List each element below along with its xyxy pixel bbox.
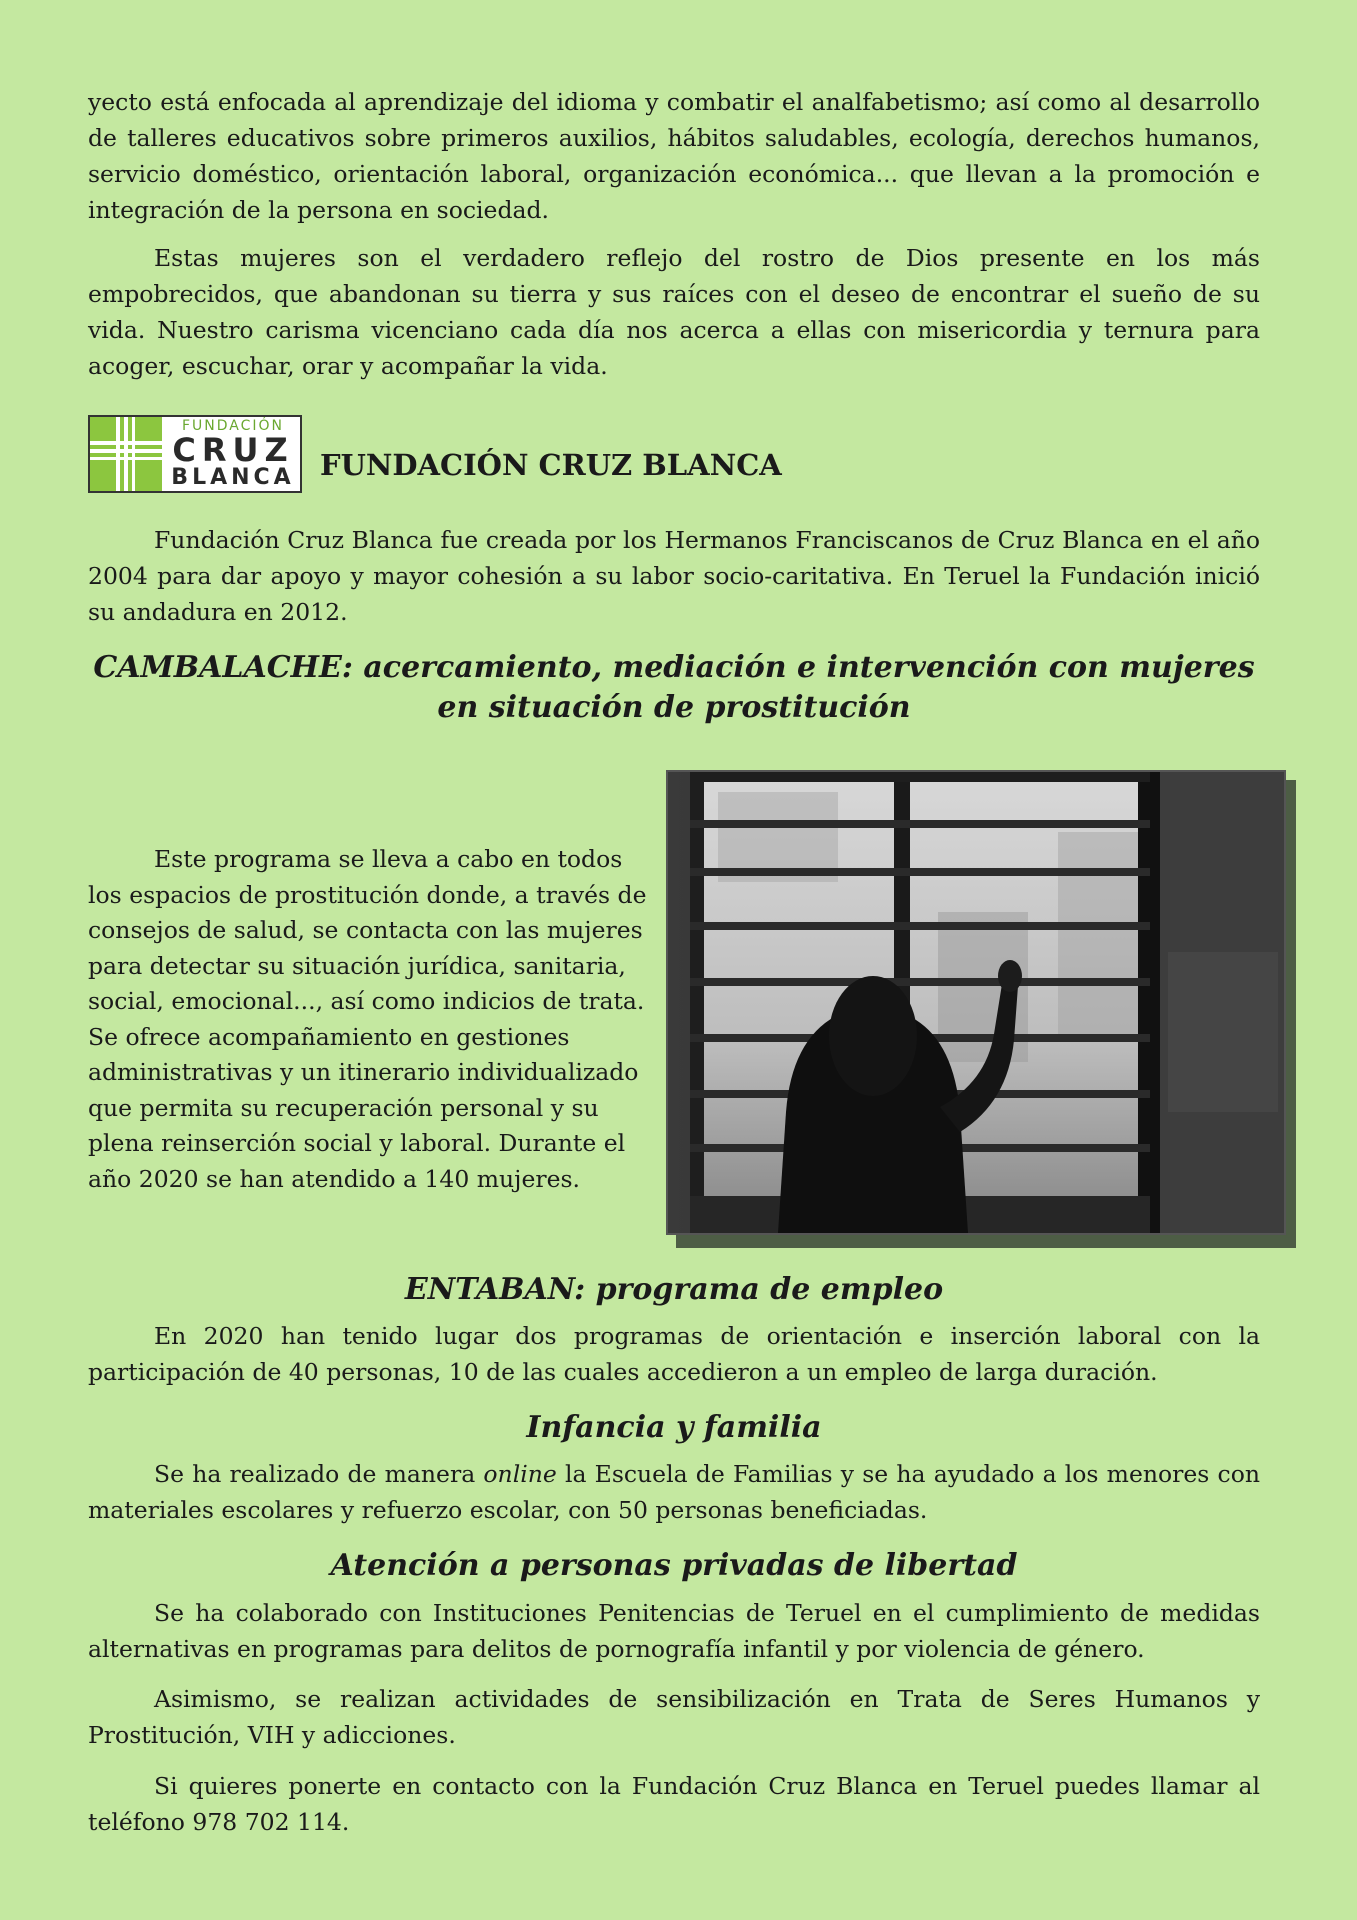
logo-wordmark bbox=[168, 417, 298, 490]
logo-cross-block bbox=[90, 417, 162, 491]
infancia-text-after: la Escuela de Familias y se ha ayudado a los menores con materiales escolares y refuerzo escolar, con 50 personas beneficiadas. bbox=[88, 1460, 1260, 1524]
foundation-title: FUNDACIÓN CRUZ BLANCA bbox=[320, 448, 782, 482]
cross-icon bbox=[90, 417, 162, 491]
atencion-text-2: Asimismo, se realizan actividades de sensibilización en Trata de Seres Humanos y Prostitución, VIH y adicciones. bbox=[88, 1685, 1260, 1749]
intro-paragraph-2: Estas mujeres son el verdadero reflejo del rostro de Dios presente en los más empobrecidos, que abandonan su tierra y sus raíces con el deseo de encontrar el sueño de su vida. Nuestro carisma vicenciano cada día nos acerca a ellas con misericordia y ternura para acoger, escuchar, orar y acompañar la vida. bbox=[88, 244, 1260, 380]
woman-at-window-image bbox=[668, 772, 1284, 1233]
intro-paragraph-1: yecto está enfocada al aprendizaje del idioma y combatir el analfabetismo; así como al desarrollo de talleres educativos sobre primeros auxilios, hábitos saludables, ecología, derechos humanos, servicio doméstico, orientación laboral, organización económica... que llevan a la promoción e integración de la persona en sociedad. bbox=[88, 88, 1260, 224]
entaban-text: En 2020 han tenido lugar dos programas de orientación e inserción laboral con la participación de 40 personas, 10 de las cuales accedieron a un empleo de larga duración. bbox=[88, 1322, 1260, 1386]
window-photo bbox=[666, 770, 1286, 1235]
logo-bottom-text: BLANCA bbox=[171, 465, 295, 490]
infancia-text-before: Se ha realizado de manera bbox=[154, 1460, 484, 1488]
cambalache-heading bbox=[88, 648, 1260, 728]
cambalache-heading-line2: en situación de prostitución bbox=[437, 690, 911, 725]
atencion-text-1: Se ha colaborado con Instituciones Penitencias de Teruel en el cumplimiento de medidas alternativas en programas para delitos de pornografía infantil y por violencia de género. bbox=[88, 1599, 1260, 1663]
infancia-text-em: online bbox=[483, 1460, 557, 1488]
foundation-intro: Fundación Cruz Blanca fue creada por los Hermanos Franciscanos de Cruz Blanca en el año 2004 para dar apoyo y mayor cohesión a su labor socio-caritativa. En Teruel la Fundación inició su andadura en 2012. bbox=[88, 526, 1260, 626]
cambalache-text: Este programa se lleva a cabo en todos los espacios de prostitución donde, a través de consejos de salud, se contacta con las mujeres para detectar su situación jurídica, sanitaria, social, emocional..., así como indicios de trata. Se ofrece acompañamiento en gestiones administrativas y un itinerario individualizado que permita su recuperación personal y su plena reinserción social y laboral. Durante el año 2020 se han atendido a 140 mujeres. bbox=[88, 845, 647, 1193]
infancia-text bbox=[88, 1456, 1260, 1528]
logo-big-text: CRUZ bbox=[172, 431, 294, 469]
infancia-heading: Infancia y familia bbox=[526, 1410, 822, 1445]
logo-small-text: FUNDACIÓN bbox=[181, 418, 285, 434]
cambalache-heading-line1: CAMBALACHE: acercamiento, mediación e intervención con mujeres bbox=[93, 650, 1255, 685]
cruz-blanca-logo bbox=[88, 415, 302, 493]
atencion-heading: Atención a personas privadas de libertad bbox=[330, 1548, 1018, 1583]
entaban-heading: ENTABAN: programa de empleo bbox=[404, 1272, 944, 1307]
atencion-text-3: Si quieres ponerte en contacto con la Fundación Cruz Blanca en Teruel puedes llamar al teléfono 978 702 114. bbox=[88, 1772, 1260, 1836]
